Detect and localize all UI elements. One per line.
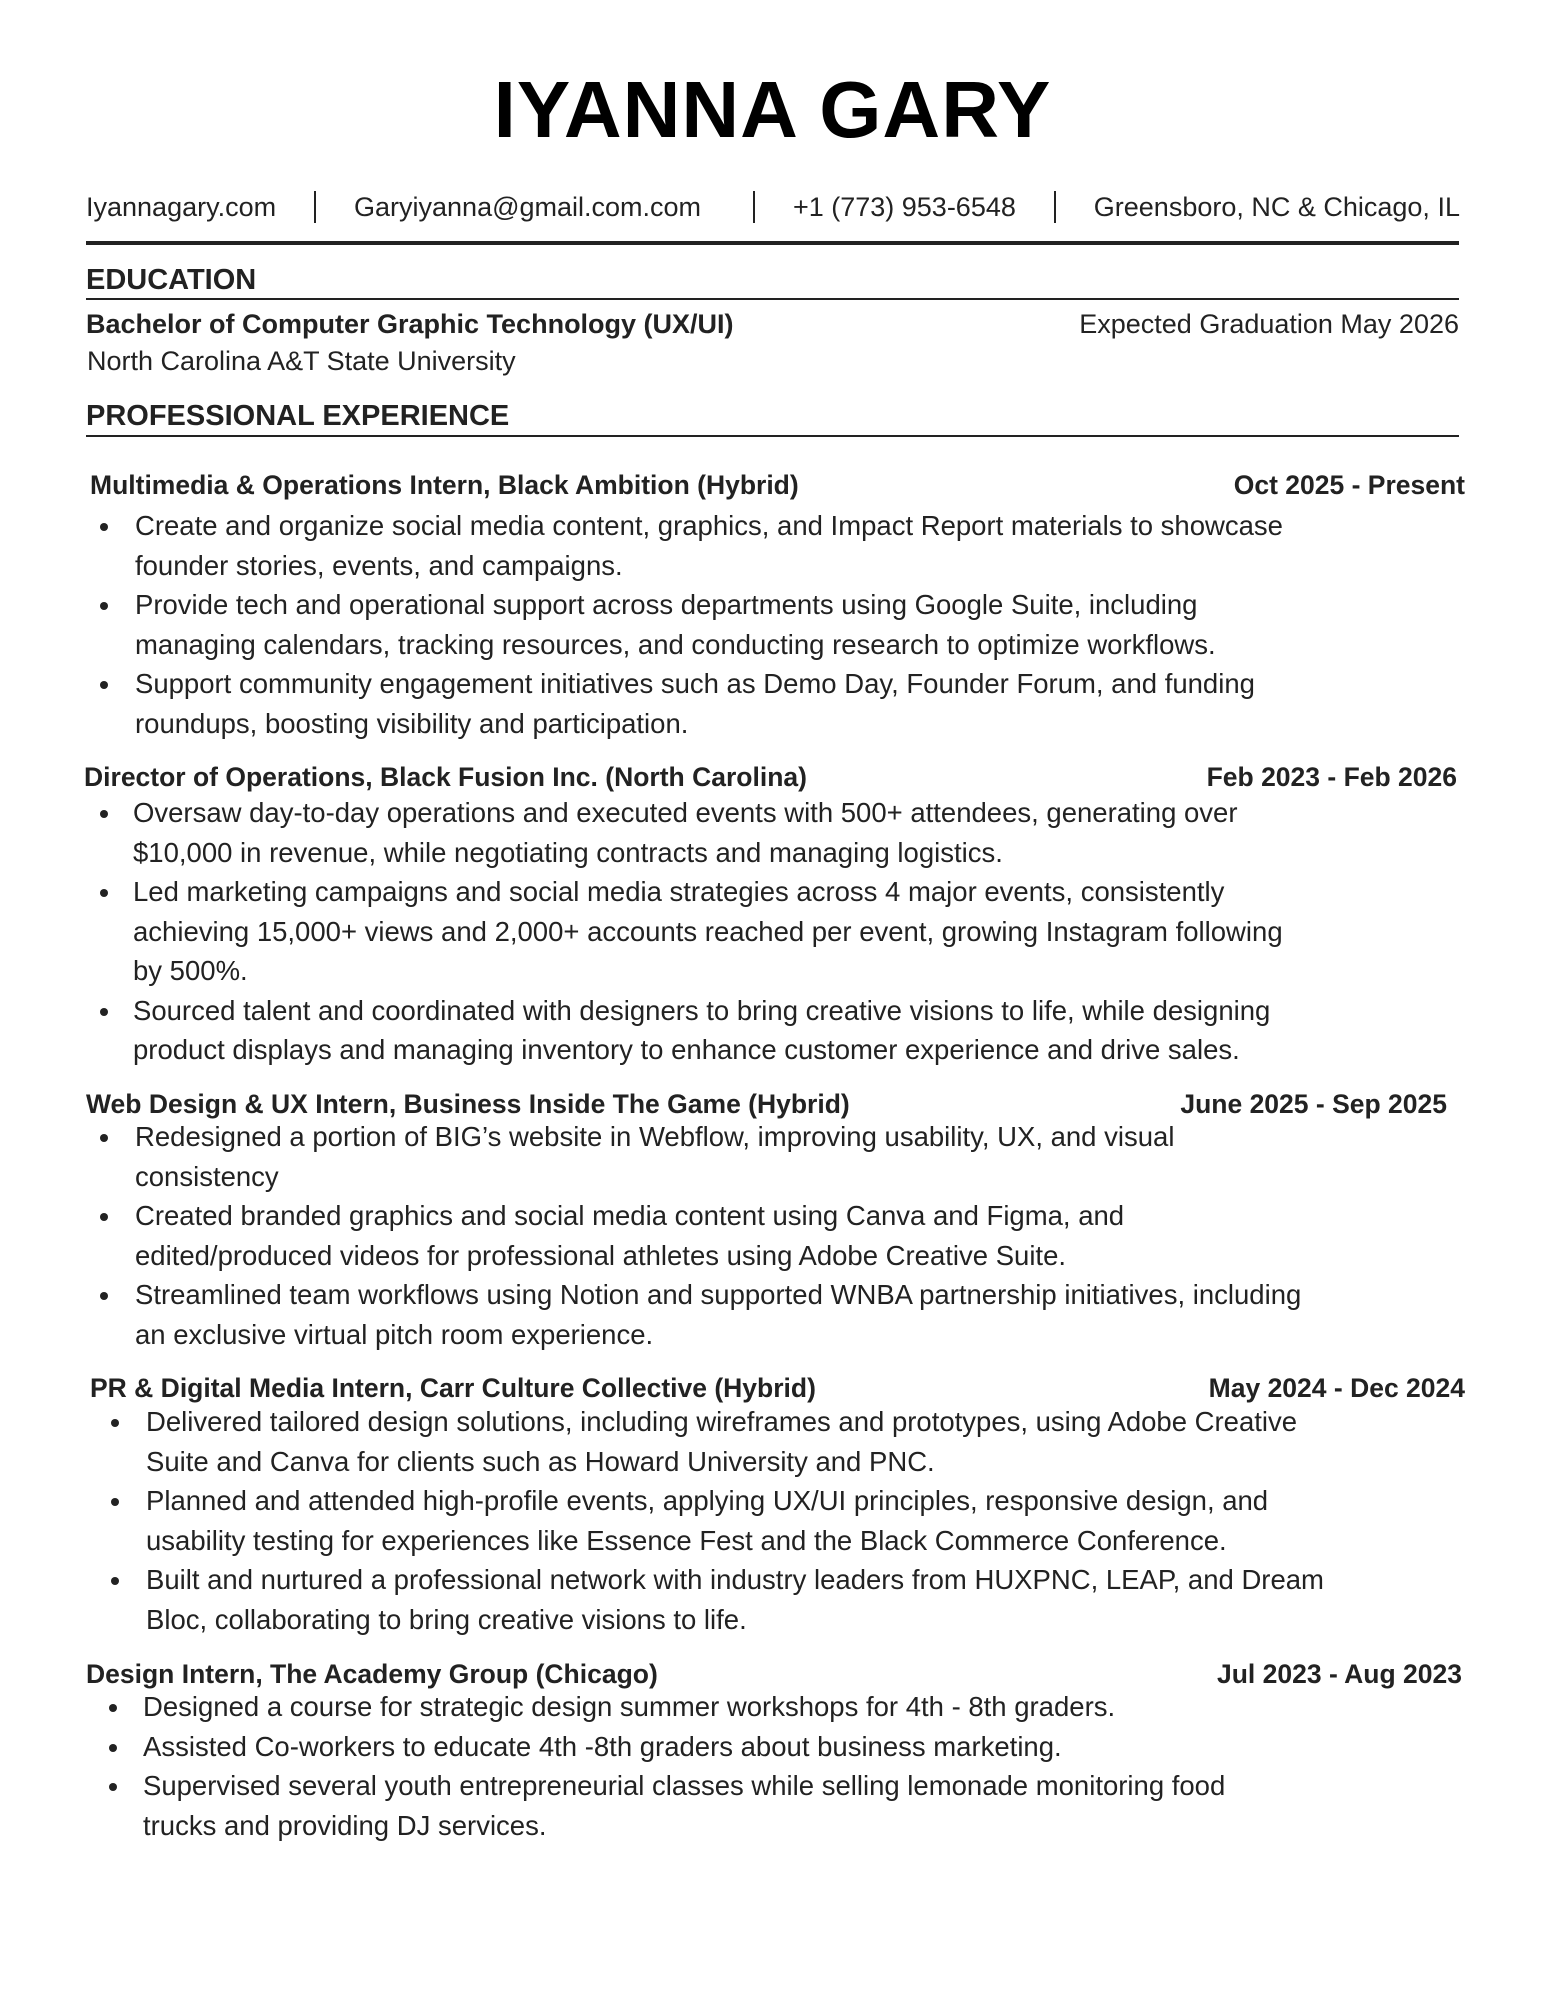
separator [1054,191,1056,223]
job-dates: Feb 2023 - Feb 2026 [1206,762,1457,792]
bullet-text: Delivered tailored design solutions, including wireframes and prototypes, using Adobe Creative [146,1406,1298,1437]
job-dates: June 2025 - Sep 2025 [1180,1089,1447,1119]
bullet-text: founder stories, events, and campaigns. [135,549,623,581]
website-link[interactable]: Iyannagary.com [86,192,277,222]
job-dates: Jul 2023 - Aug 2023 [1217,1659,1462,1689]
bullet-icon [109,1704,117,1712]
bullet-text: usability testing for experiences like Essence Fest and the Black Commerce Conference. [146,1524,1227,1556]
bullet-icon [100,889,108,897]
bullet-text: Supervised several youth entrepreneurial classes while selling lemonade monitoring food [143,1770,1226,1801]
school-name: North Carolina A&T State University [87,346,516,376]
job-dates: May 2024 - Dec 2024 [1208,1373,1465,1403]
bullet-text: $10,000 in revenue, while negotiating contracts and managing logistics. [133,836,1003,868]
resume-name: IYANNA GARY [493,65,1052,154]
bullet-text: Provide tech and operational support across departments using Google Suite, including [135,589,1198,620]
bullet-text: Led marketing campaigns and social media strategies across 4 major events, consistently [133,876,1225,907]
header-divider [86,241,1459,245]
bullet-text: trucks and providing DJ services. [143,1809,547,1841]
job-title: Design Intern, The Academy Group (Chicago) [86,1659,658,1689]
phone-number[interactable]: +1 (773) 953-6548 [792,192,1016,222]
bullet-text: Bloc, collaborating to bring creative visions to life. [146,1603,747,1635]
bullet-text: roundups, boosting visibility and participation. [135,707,689,739]
bullet-icon [111,1577,119,1585]
bullet-icon [109,1783,117,1791]
bullet-text: an exclusive virtual pitch room experience. [135,1318,654,1350]
bullet-icon [111,1419,119,1427]
bullet-icon [100,523,108,531]
separator [314,191,316,223]
location: Greensboro, NC & Chicago, IL [1093,192,1460,222]
bullet-text: Assisted Co-workers to educate 4th -8th graders about business marketing. [143,1730,1062,1762]
bullet-text: product displays and managing inventory to enhance customer experience and drive sales. [133,1034,1240,1065]
bullet-icon [100,1134,108,1142]
bullet-text: edited/produced videos for professional athletes using Adobe Creative Suite. [135,1239,1067,1271]
experience-divider [86,435,1459,437]
bullet-text: consistency [135,1160,279,1192]
job-dates: Oct 2025 - Present [1233,470,1465,500]
bullet-text: managing calendars, tracking resources, and conducting research to optimize workflows. [135,628,1216,660]
bullet-text: Built and nurtured a professional network with industry leaders from HUXPNC, LEAP, and Dream [146,1564,1324,1595]
job-title: Director of Operations, Black Fusion Inc. (North Carolina) [84,762,807,792]
bullet-text: Support community engagement initiatives such as Demo Day, Founder Forum, and funding [135,668,1255,699]
email-link[interactable]: Garyiyanna@gmail.com.com [354,192,702,222]
bullet-icon [100,681,108,689]
education-divider [86,298,1459,300]
bullet-icon [100,810,108,818]
separator [753,191,755,223]
bullet-text: Create and organize social media content, graphics, and Impact Report materials to showcase [135,510,1283,541]
bullet-text: by 500%. [133,955,248,986]
bullet-text: achieving 15,000+ views and 2,000+ accounts reached per event, growing Instagram following [133,915,1283,947]
bullet-text: Suite and Canva for clients such as Howard University and PNC. [146,1445,935,1477]
bullet-text: Streamlined team workflows using Notion and supported WNBA partnership initiatives, including [135,1279,1302,1310]
job-title: Web Design & UX Intern, Business Inside The Game (Hybrid) [86,1089,850,1119]
bullet-icon [111,1498,119,1506]
bullet-icon [100,1008,108,1016]
education-heading: EDUCATION [86,264,257,296]
degree-title: Bachelor of Computer Graphic Technology (UX/UI) [86,309,734,339]
bullet-text: Oversaw day-to-day operations and executed events with 500+ attendees, generating over [133,797,1238,828]
experience-heading: PROFESSIONAL EXPERIENCE [86,400,510,432]
bullet-text: Planned and attended high-profile events, applying UX/UI principles, responsive design, and [146,1485,1269,1516]
bullet-text: Redesigned a portion of BIG’s website in Webflow, improving usability, UX, and visual [135,1121,1175,1152]
contact-line [86,190,1460,224]
bullet-text: Sourced talent and coordinated with designers to bring creative visions to life, while designing [133,994,1271,1026]
graduation-date: Expected Graduation May 2026 [1079,309,1459,339]
job-title: Multimedia & Operations Intern, Black Ambition (Hybrid) [90,470,799,500]
bullet-icon [109,1744,117,1752]
bullet-icon [100,1292,108,1300]
bullet-icon [100,602,108,610]
bullet-icon [100,1213,108,1221]
job-title: PR & Digital Media Intern, Carr Culture Collective (Hybrid) [90,1373,816,1403]
bullet-text: Created branded graphics and social media content using Canva and Figma, and [135,1200,1125,1231]
bullet-text: Designed a course for strategic design summer workshops for 4th - 8th graders. [143,1691,1116,1722]
